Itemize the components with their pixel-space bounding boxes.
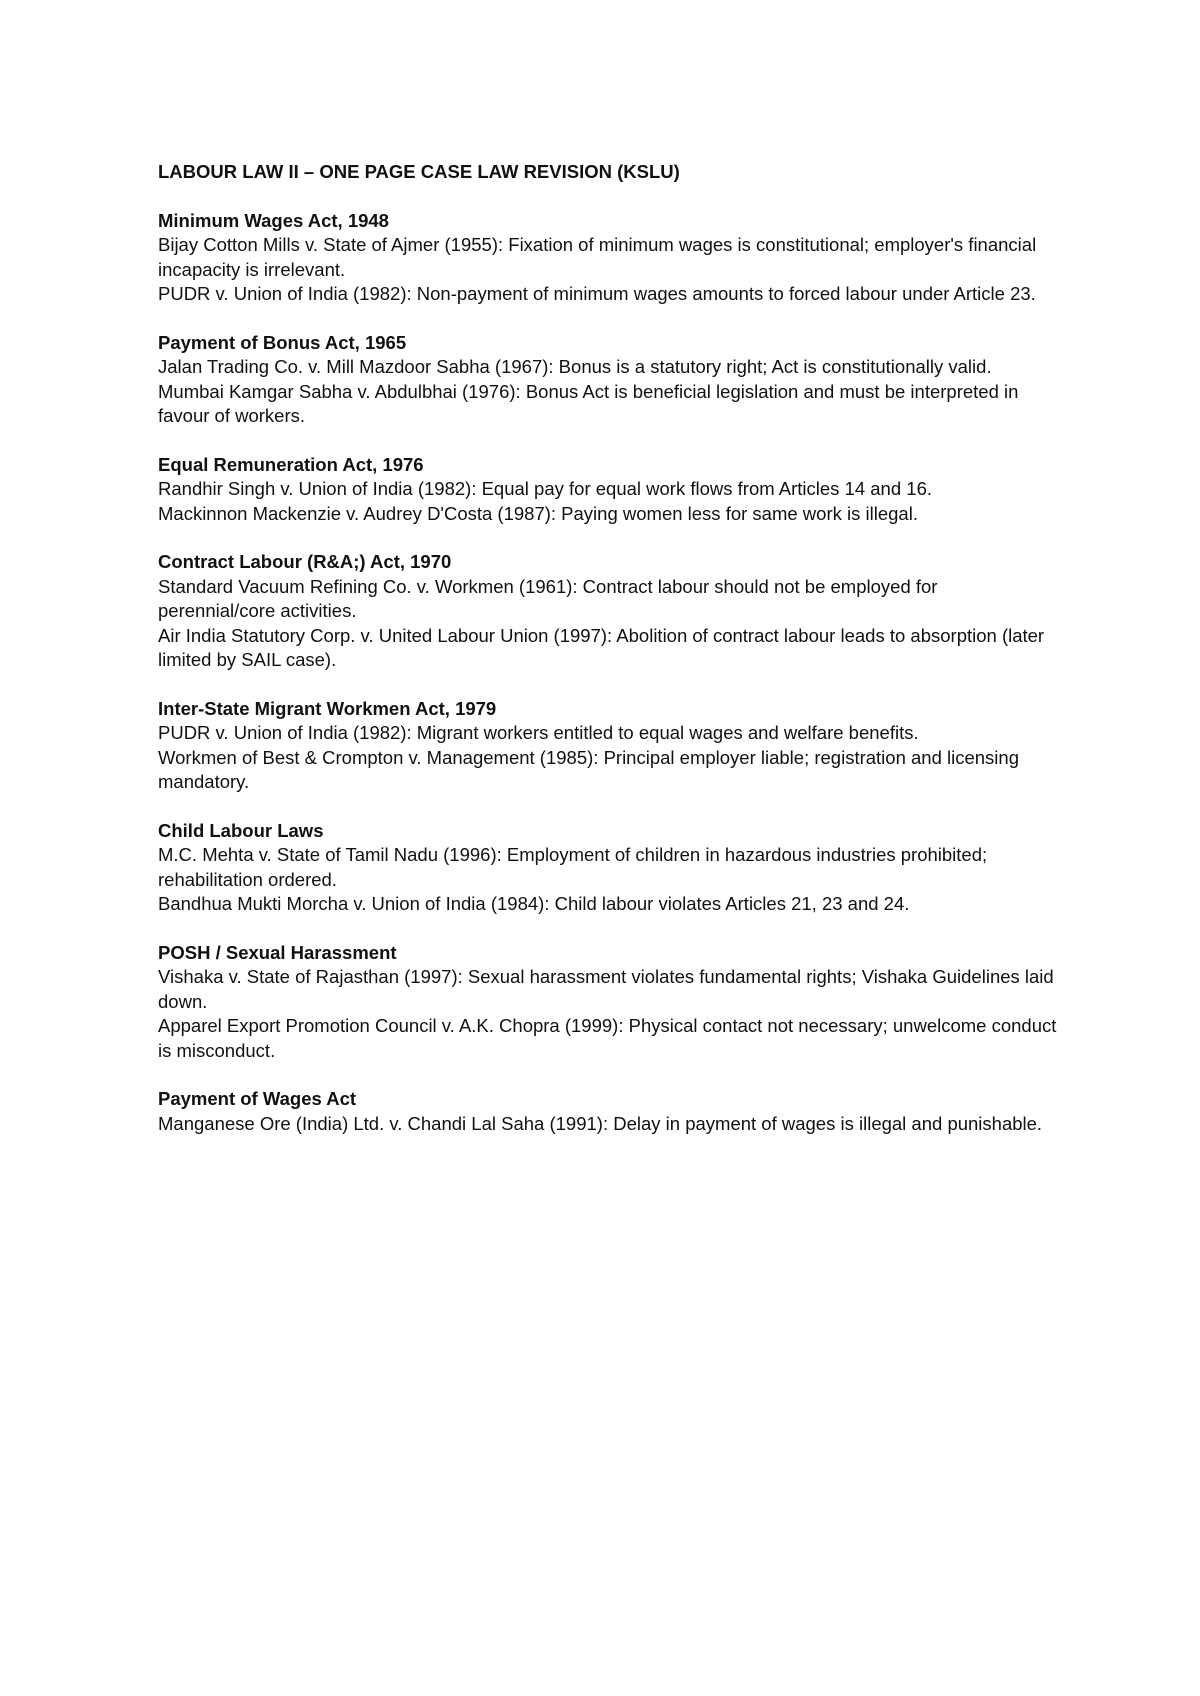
section-heading: Minimum Wages Act, 1948: [158, 209, 389, 231]
case-entry: PUDR v. Union of India (1982): Migrant workers entitled to equal wages and welfare benefits.: [158, 722, 919, 744]
section-payment-of-bonus-act: [158, 331, 1058, 429]
section-payment-of-wages-act: [158, 1087, 1058, 1136]
case-entry: Standard Vacuum Refining Co. v. Workmen (1961): Contract labour should not be employed for perennial/core activities.: [158, 575, 938, 622]
case-entry: Bandhua Mukti Morcha v. Union of India (1984): Child labour violates Articles 21, 23 and 24.: [158, 893, 910, 915]
case-entry: M.C. Mehta v. State of Tamil Nadu (1996): Employment of children in hazardous industries prohibited; rehabilitation ordered.: [158, 844, 988, 890]
case-entry: PUDR v. Union of India (1982): Non-payment of minimum wages amounts to forced labour under Article 23.: [158, 283, 1036, 305]
section-heading: POSH / Sexual Harassment: [158, 941, 397, 963]
case-entry: Vishaka v. State of Rajasthan (1997): Sexual harassment violates fundamental rights; Vishaka Guidelines laid down.: [158, 966, 1054, 1012]
case-entry: Air India Statutory Corp. v. United Labour Union (1997): Abolition of contract labour leads to absorption (later limited by SAIL case).: [158, 624, 1045, 671]
case-entry: Apparel Export Promotion Council v. A.K. Chopra (1999): Physical contact not necessary; unwelcome conduct is misconduct.: [158, 1015, 1057, 1061]
case-entry: Mackinnon Mackenzie v. Audrey D'Costa (1987): Paying women less for same work is illegal.: [158, 502, 918, 524]
case-entry: Jalan Trading Co. v. Mill Mazdoor Sabha (1967): Bonus is a statutory right; Act is constitutionally valid.: [158, 356, 992, 378]
case-entry: Bijay Cotton Mills v. State of Ajmer (1955): Fixation of minimum wages is constitutional; employer's financial incapacity is irrelevant.: [158, 234, 1037, 280]
case-entry: Mumbai Kamgar Sabha v. Abdulbhai (1976): Bonus Act is beneficial legislation and must be interpreted in favour of workers.: [158, 380, 1019, 427]
section-equal-remuneration-act: [158, 453, 1058, 526]
case-entry: Workmen of Best & Crompton v. Management (1985): Principal employer liable; registration and licensing mandatory.: [158, 746, 1019, 793]
section-contract-labour-act: [158, 550, 1058, 672]
section-heading: Contract Labour (R&A;) Act, 1970: [158, 551, 452, 573]
section-heading: Equal Remuneration Act, 1976: [158, 453, 424, 475]
section-heading: Payment of Wages Act: [158, 1088, 357, 1110]
section-heading: Child Labour Laws: [158, 819, 324, 841]
section-heading: Inter-State Migrant Workmen Act, 1979: [158, 697, 497, 719]
section-minimum-wages-act: [158, 209, 1058, 307]
section-inter-state-migrant-workmen-act: [158, 697, 1058, 795]
case-entry: Randhir Singh v. Union of India (1982): Equal pay for equal work flows from Articles 14 and 16.: [158, 478, 932, 500]
section-child-labour-laws: [158, 819, 1058, 917]
case-entry: Manganese Ore (India) Ltd. v. Chandi Lal Saha (1991): Delay in payment of wages is illegal and punishable.: [158, 1112, 1043, 1134]
section-posh-sexual-harassment: [158, 941, 1058, 1063]
document-title: LABOUR LAW II – ONE PAGE CASE LAW REVISION (KSLU): [158, 161, 680, 182]
section-heading: Payment of Bonus Act, 1965: [158, 331, 407, 353]
document-page: [158, 160, 1058, 1161]
